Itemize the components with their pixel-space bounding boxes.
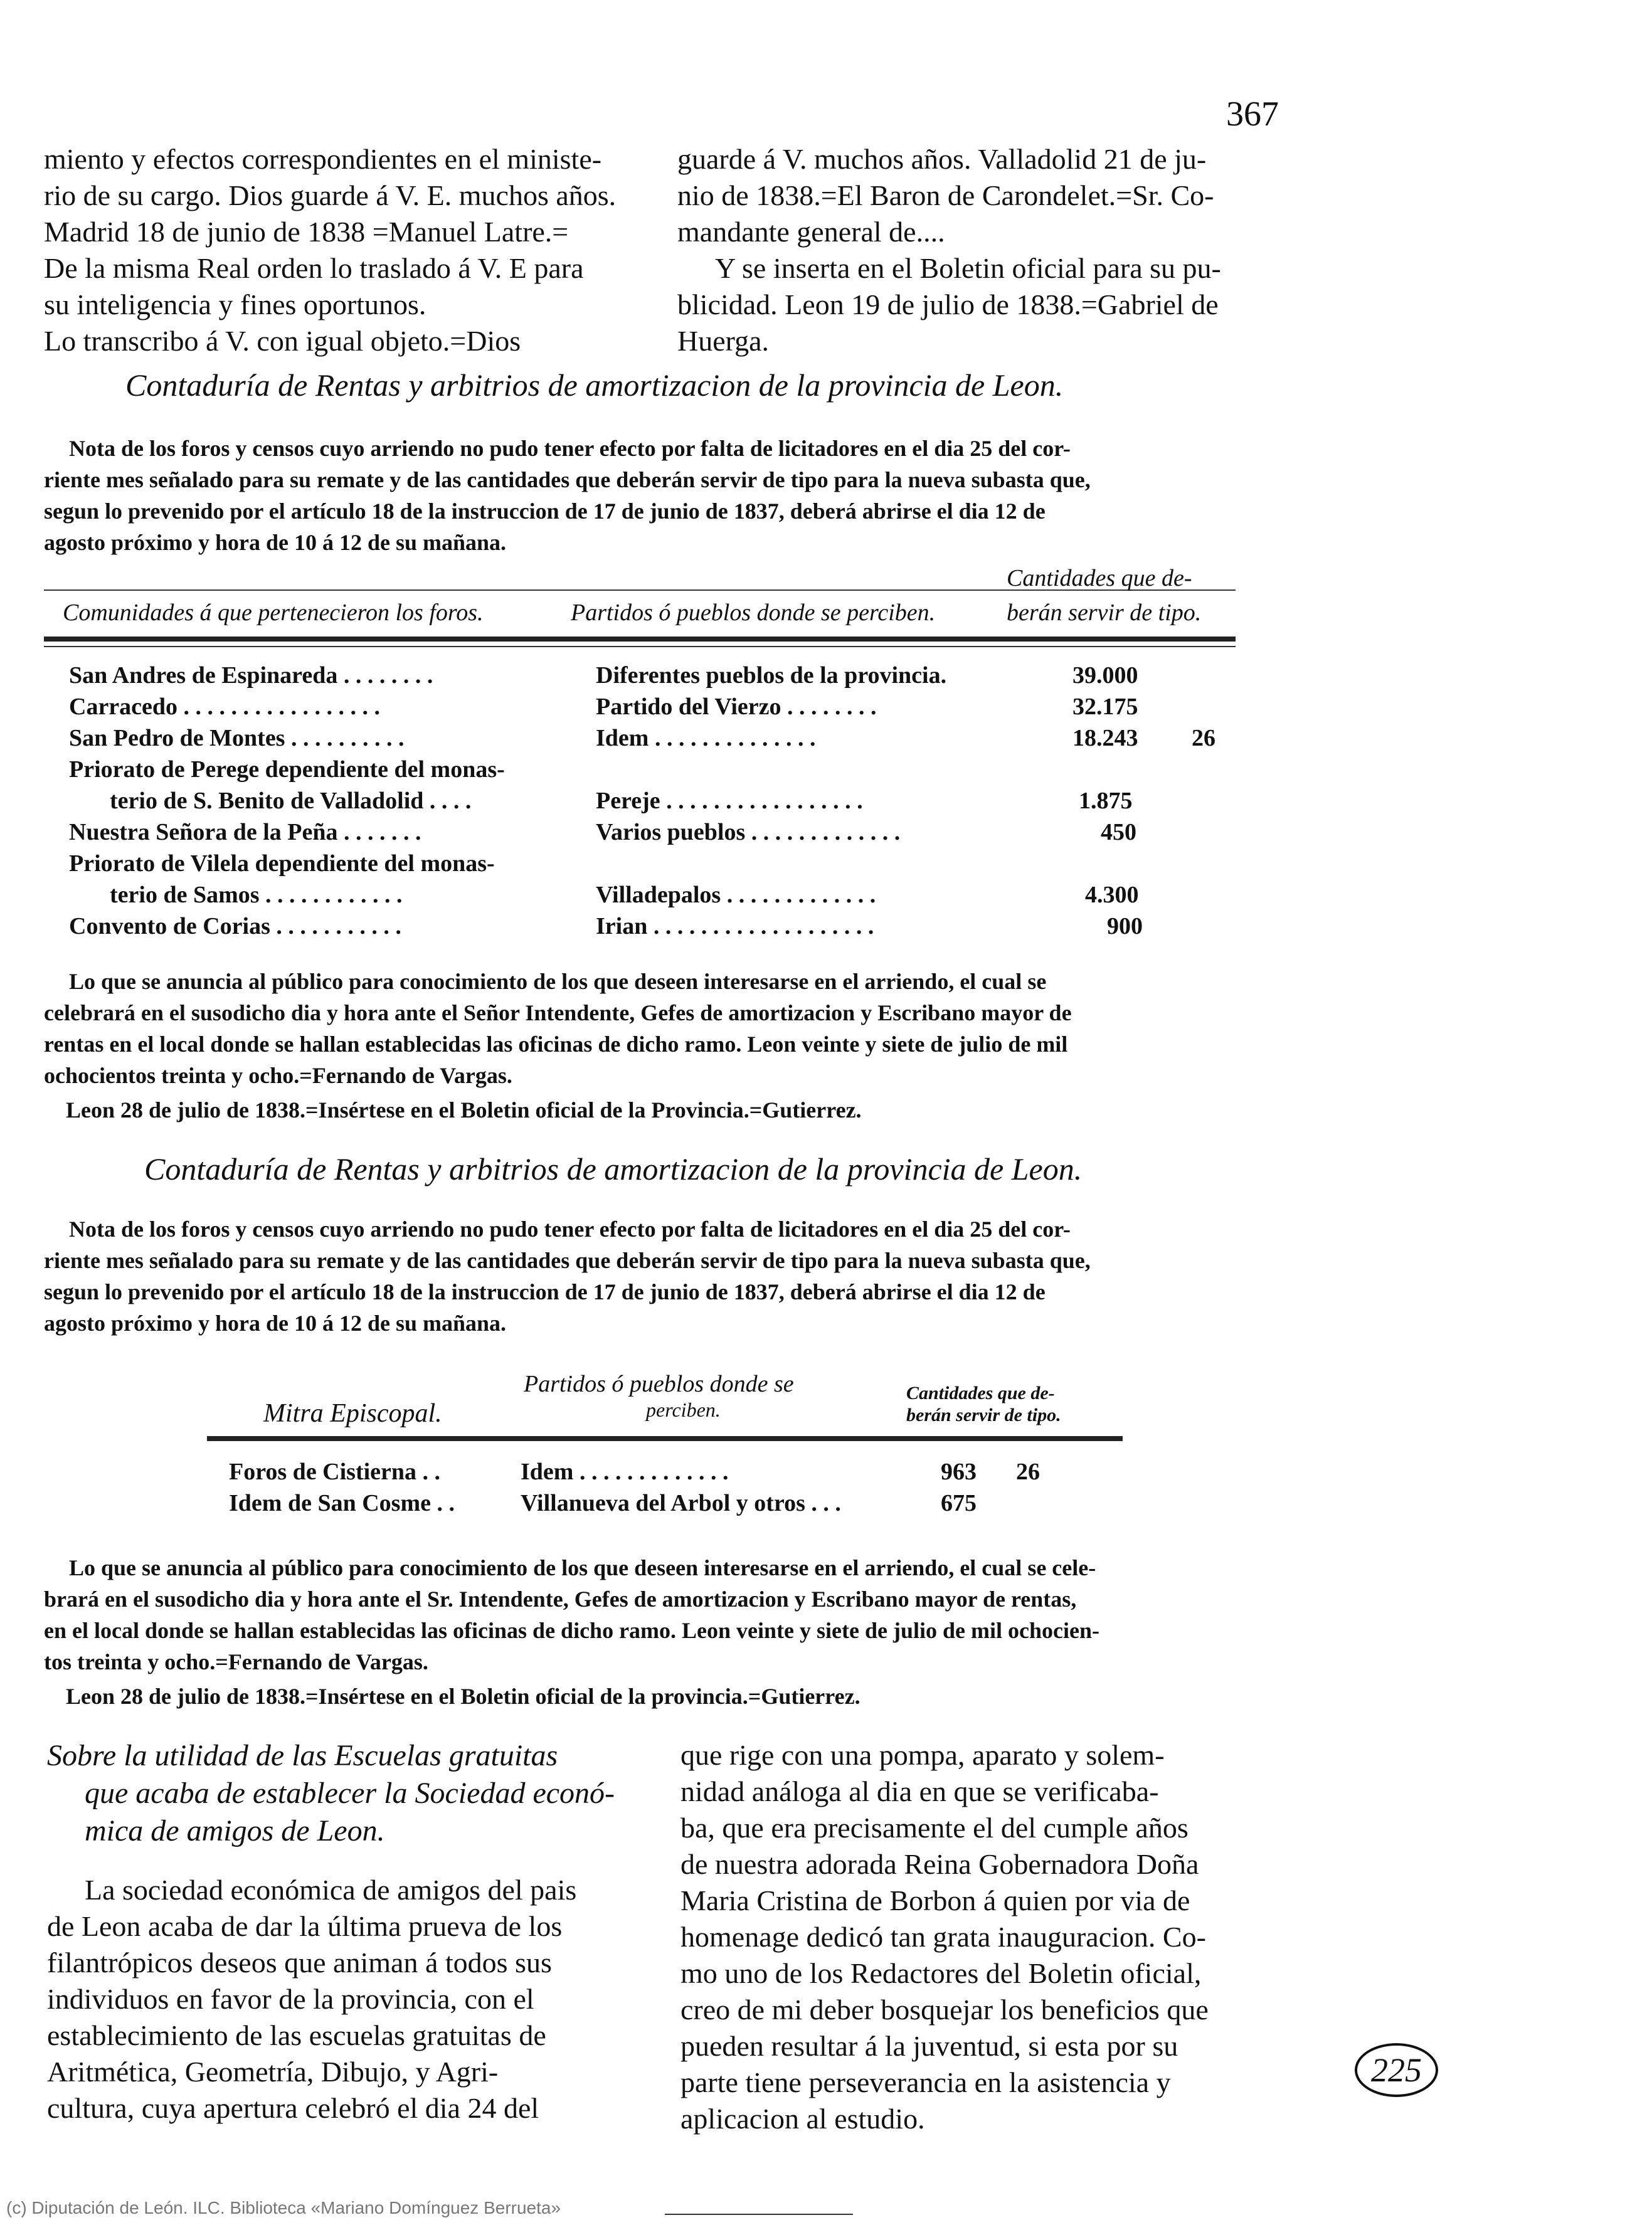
notice2-heading: Contaduría de Rentas y arbitrios de amortizacion de la provincia de Leon. xyxy=(144,1151,1083,1186)
notice1-header-rule-2 xyxy=(44,646,1236,647)
text-line: filantrópicos deseos que animan á todos sus xyxy=(47,1947,552,1979)
row-place: Villadepalos xyxy=(596,882,721,908)
text-line: ba, que era precisamente el del cumple años xyxy=(680,1812,1189,1844)
row-community: San Andres de Espinareda xyxy=(69,662,338,689)
text-line: miento y efectos correspondientes en el ministe- xyxy=(44,143,602,175)
text-line: Y se inserta en el Boletin oficial para su pu- xyxy=(715,252,1221,284)
row-place: Partido del Vierzo xyxy=(596,694,781,720)
text-line: aplicacion al estudio. xyxy=(680,2103,925,2135)
table-row: Convento de Corias . . . . . . . . . . . xyxy=(69,913,401,939)
text-line: mandante general de.... xyxy=(677,216,945,248)
text-line: riente mes señalado para su remate y de las cantidades que deberán servir de tipo para la nueva subasta que, xyxy=(44,467,1091,492)
notice2-signoff: Leon 28 de julio de 1838.=Insértese en el Boletin oficial de la provincia.=Gutierrez. xyxy=(66,1684,860,1709)
text-line: Nota de los foros y censos cuyo arriendo no pudo tener efecto por falta de licitadores en el dia 25 del cor- xyxy=(69,436,1071,461)
notice2-header-parties-1: Partidos ó pueblos donde se xyxy=(524,1371,794,1397)
text-line: establecimiento de las escuelas gratuitas de xyxy=(47,2019,546,2051)
text-line: nio de 1838.=El Baron de Carondelet.=Sr. Co- xyxy=(677,179,1214,211)
text-line: de nuestra adorada Reina Gobernadora Doña xyxy=(680,1848,1199,1880)
text-line: mo uno de los Redactores del Boletin oficial, xyxy=(680,1957,1202,1989)
notice2-intro xyxy=(44,1213,1298,1339)
text-line: Huerga. xyxy=(677,325,770,357)
row-extra: 26 xyxy=(1192,725,1215,751)
row-place: Varios pueblos xyxy=(596,819,746,845)
text-line: rentas en el local donde se hallan establecidas las oficinas de dicho ramo. Leon veinte y siete de julio de mil xyxy=(44,1032,1068,1057)
text-line: Lo que se anuncia al público para conocimiento de los que deseen interesarse en el arriendo, el cual se xyxy=(69,969,1047,994)
top-right-column xyxy=(677,141,1279,359)
row-community: Carracedo xyxy=(69,694,178,720)
text-line: Nota de los foros y censos cuyo arriendo no pudo tener efecto por falta de licitadores en el dia 25 del cor- xyxy=(69,1217,1071,1242)
row-community: Priorato de Perege dependiente del monas- xyxy=(69,756,505,783)
text-line: Maria Cristina de Borbon á quien por via de xyxy=(680,1884,1190,1916)
row-amount: 1.875 xyxy=(1079,788,1133,814)
notice2-header-rule xyxy=(207,1436,1123,1441)
text-line: cultura, cuya apertura celebró el dia 24 del xyxy=(47,2092,539,2124)
table-row: Idem . . . . . . . . . . . . . . xyxy=(596,725,816,751)
row-place: Pereje xyxy=(596,788,660,814)
row-place: Irian xyxy=(596,913,648,939)
row-community: San Pedro de Montes xyxy=(69,725,285,751)
table-row: Partido del Vierzo . . . . . . . . xyxy=(596,694,877,720)
row-amount: 450 xyxy=(1101,819,1136,845)
text-line: Lo transcribo á V. con igual objeto.=Dios xyxy=(44,325,521,357)
text-line: riente mes señalado para su remate y de las cantidades que deberán servir de tipo para la nueva subasta que, xyxy=(44,1248,1091,1273)
table-row: Pereje . . . . . . . . . . . . . . . . . xyxy=(596,788,863,814)
article-left-column xyxy=(47,1872,649,2127)
text-line: agosto próximo y hora de 10 á 12 de su mañana. xyxy=(44,530,507,555)
notice1-heading: Contaduría de Rentas y arbitrios de amortizacion de la provincia de Leon. xyxy=(125,367,1064,403)
text-line: su inteligencia y fines oportunos. xyxy=(44,288,426,320)
row-community: Nuestra Señora de la Peña xyxy=(69,819,338,845)
notice1-closing xyxy=(44,966,1298,1091)
article-title xyxy=(47,1737,649,1850)
text-line: guarde á V. muchos años. Valladolid 21 de ju- xyxy=(677,143,1207,175)
notice1-header-amounts-2: berán servir de tipo. xyxy=(1007,600,1202,626)
text-line: que rige con una pompa, aparato y solem- xyxy=(680,1739,1165,1771)
table-row: Varios pueblos . . . . . . . . . . . . . xyxy=(596,819,901,845)
notice1-header-amounts-1: Cantidades que de- xyxy=(1007,565,1192,591)
page-number: 367 xyxy=(1226,95,1279,134)
text-line: ochocientos treinta y ocho.=Fernando de Vargas. xyxy=(44,1063,512,1088)
row-community: Convento de Corias xyxy=(69,913,270,939)
table-row: terio de Samos . . . . . . . . . . . . xyxy=(110,882,403,908)
text-line: individuos en favor de la provincia, con el xyxy=(47,1983,534,2015)
notice2-header-amounts-2: berán servir de tipo. xyxy=(906,1405,1061,1425)
notice1-header-parties: Partidos ó pueblos donde se perciben. xyxy=(571,600,936,626)
notice1-intro xyxy=(44,433,1298,558)
table-row: San Andres de Espinareda . . . . . . . . xyxy=(69,662,433,689)
row-amount: 39.000 xyxy=(1072,662,1138,689)
text-line: segun lo prevenido por el artículo 18 de la instruccion de 17 de junio de 1837, deberá abrirse el dia 12 de xyxy=(44,1279,1046,1304)
row-amount: 18.243 xyxy=(1072,725,1138,751)
text-line: celebrará en el susodicho dia y hora ante el Señor Intendente, Gefes de amortizacion y Escribano mayor de xyxy=(44,1000,1072,1025)
row-place: Villanueva del Arbol y otros xyxy=(521,1490,805,1516)
notice1-header-communities: Comunidades á que pertenecieron los foros. xyxy=(63,600,484,626)
notice2-header-mitra: Mitra Episcopal. xyxy=(263,1399,442,1428)
table-row: Villadepalos . . . . . . . . . . . . . xyxy=(596,882,876,908)
text-line: parte tiene perseverancia en la asistencia y xyxy=(680,2066,1171,2098)
article-right-column xyxy=(680,1737,1283,2137)
text-line: tos treinta y ocho.=Fernando de Vargas. xyxy=(44,1649,428,1674)
row-extra: 26 xyxy=(1016,1459,1040,1485)
text-line: brará en el susodicho dia y hora ante el Sr. Intendente, Gefes de amortizacion y Escribano mayor de rentas, xyxy=(44,1587,1077,1612)
text-line: de Leon acaba de dar la última prueva de los xyxy=(47,1910,563,1942)
text-line: homenage dedicó tan grata inauguracion. Co- xyxy=(680,1921,1206,1953)
notice2-closing xyxy=(44,1552,1298,1678)
table-row: Villanueva del Arbol y otros . . . xyxy=(521,1490,841,1516)
row-amount: 32.175 xyxy=(1072,694,1138,720)
title-line: mica de amigos de Leon. xyxy=(85,1814,385,1847)
row-place: Diferentes pueblos de la provincia. xyxy=(596,662,947,689)
row-community: terio de Samos xyxy=(110,882,260,908)
notice1-signoff: Leon 28 de julio de 1838.=Insértese en el Boletin oficial de la Provincia.=Gutierrez. xyxy=(66,1097,862,1123)
top-left-column xyxy=(44,141,646,359)
row-place: Idem xyxy=(596,725,649,751)
table-row: Idem . . . . . . . . . . . . . xyxy=(521,1459,729,1485)
text-line: pueden resultar á la juventud, si esta por su xyxy=(680,2030,1178,2062)
notice2-header-parties-2: perciben. xyxy=(646,1398,721,1421)
notice1-header-rule xyxy=(44,637,1236,642)
row-community: Foros de Cistierna xyxy=(229,1459,417,1485)
page-stamp: 225 xyxy=(1355,2043,1438,2097)
table-row: Carracedo . . . . . . . . . . . . . . . . . xyxy=(69,694,381,720)
row-community: Priorato de Vilela dependiente del monas- xyxy=(69,850,495,877)
row-place: Idem xyxy=(521,1459,574,1485)
footer-rule xyxy=(665,2214,853,2215)
row-amount: 900 xyxy=(1107,913,1143,939)
text-line: Madrid 18 de junio de 1838 =Manuel Latre.= xyxy=(44,216,569,248)
table-row: San Pedro de Montes . . . . . . . . . . xyxy=(69,725,405,751)
text-line: segun lo prevenido por el artículo 18 de la instruccion de 17 de junio de 1837, deberá abrirse el dia 12 de xyxy=(44,499,1046,524)
text-line: La sociedad económica de amigos del pais xyxy=(85,1874,577,1906)
text-line: nidad análoga al dia en que se verificaba- xyxy=(680,1775,1159,1807)
row-community: Idem de San Cosme xyxy=(229,1490,431,1516)
text-line: Lo que se anuncia al público para conocimiento de los que deseen interesarse en el arriendo, el cual se cele- xyxy=(69,1555,1096,1580)
text-line: en el local donde se hallan establecidas las oficinas de dicho ramo. Leon veinte y siete de julio de mil ochocien- xyxy=(44,1618,1099,1643)
table-row: Nuestra Señora de la Peña . . . . . . . xyxy=(69,819,421,845)
table-row: terio de S. Benito de Valladolid . . . . xyxy=(110,788,472,814)
row-amount: 963 xyxy=(941,1459,977,1485)
text-line: creo de mi deber bosquejar los beneficios que xyxy=(680,1994,1209,2026)
table-row: Idem de San Cosme . . xyxy=(229,1490,455,1516)
row-community: terio de S. Benito de Valladolid xyxy=(110,788,424,814)
notice2-header-amounts-1: Cantidades que de- xyxy=(906,1383,1055,1403)
title-line: Sobre la utilidad de las Escuelas gratuitas xyxy=(47,1739,558,1772)
row-amount: 675 xyxy=(941,1490,977,1516)
row-amount: 4.300 xyxy=(1085,882,1139,908)
text-line: Aritmética, Geometría, Dibujo, y Agri- xyxy=(47,2056,499,2088)
title-line: que acaba de establecer la Sociedad econó- xyxy=(85,1777,615,1810)
copyright-footer: (c) Diputación de León. ILC. Biblioteca «Mariano Domínguez Berrueta» xyxy=(6,2198,561,2217)
text-line: agosto próximo y hora de 10 á 12 de su mañana. xyxy=(44,1311,507,1336)
table-row: Foros de Cistierna . . xyxy=(229,1459,441,1485)
text-line: De la misma Real orden lo traslado á V. E para xyxy=(44,252,584,284)
text-line: rio de su cargo. Dios guarde á V. E. muchos años. xyxy=(44,179,617,211)
table-row: Irian . . . . . . . . . . . . . . . . . . . xyxy=(596,913,874,939)
text-line: blicidad. Leon 19 de julio de 1838.=Gabriel de xyxy=(677,288,1219,320)
